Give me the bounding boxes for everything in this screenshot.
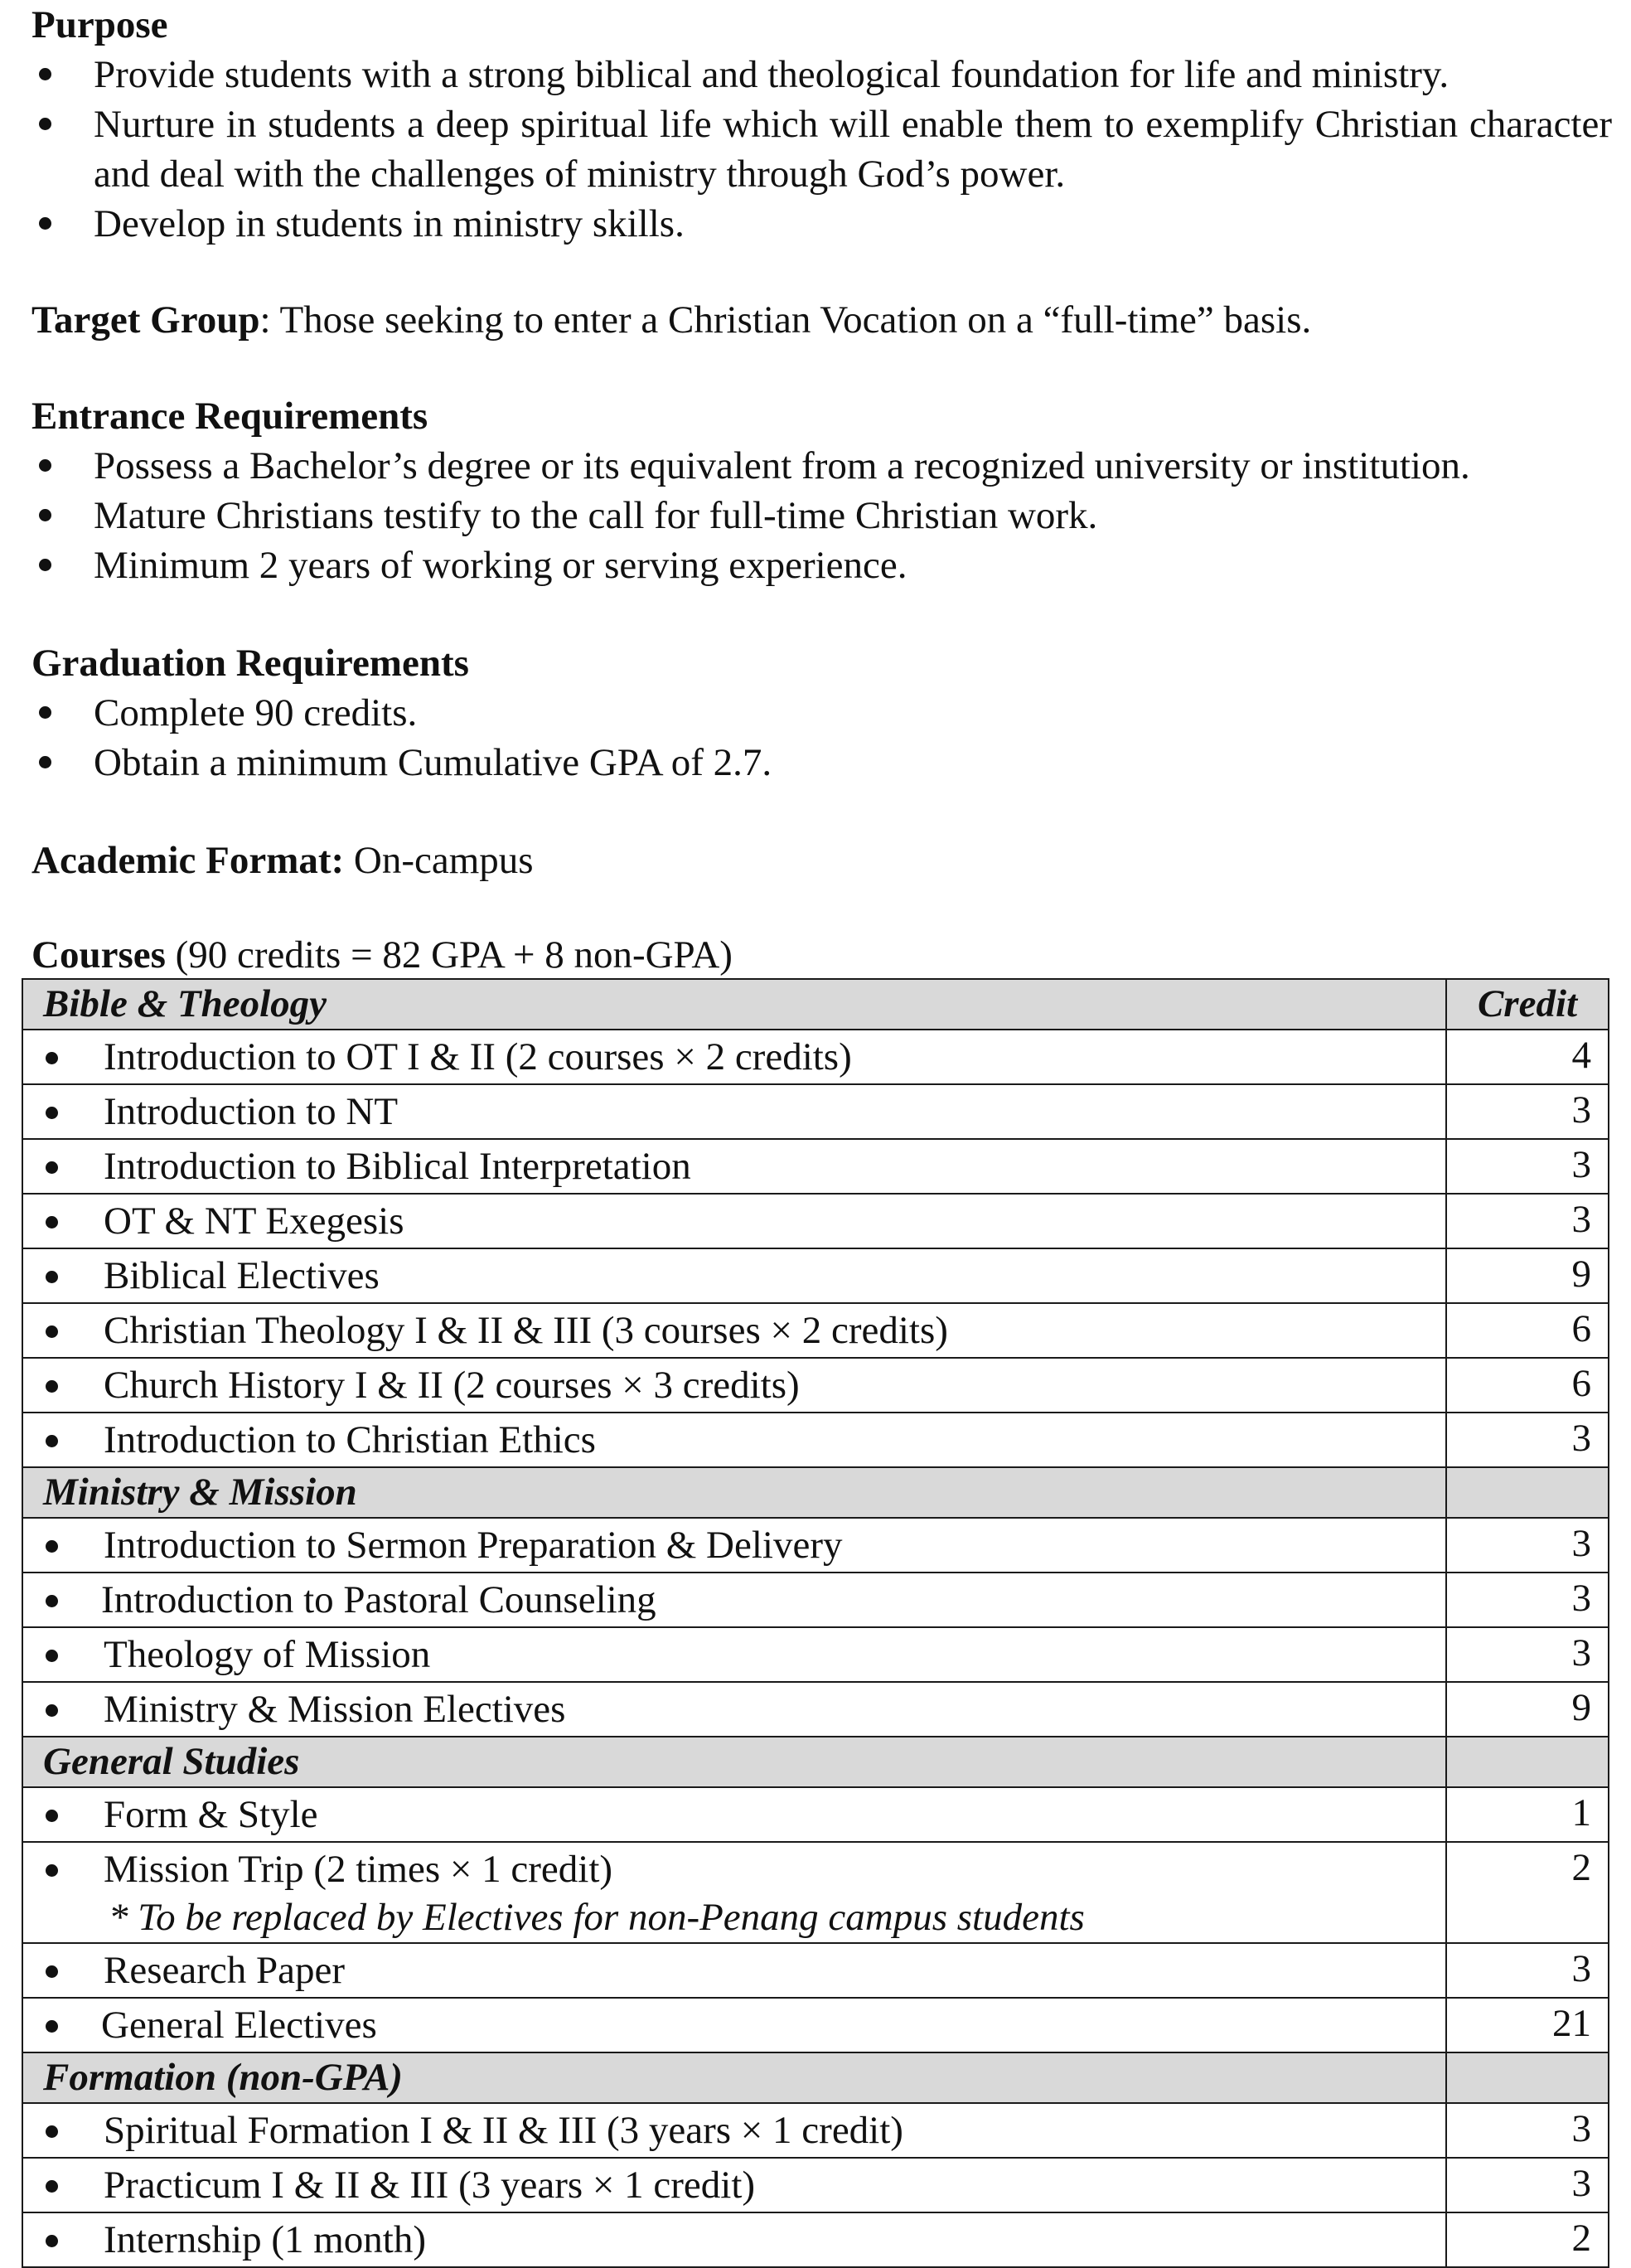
course-name: Spiritual Formation I & II & III (3 years × 1 credit) xyxy=(104,2109,903,2152)
bullet-icon xyxy=(46,2180,58,2193)
credit-header: Credit xyxy=(1477,982,1578,1025)
bullet-icon xyxy=(46,1325,58,1338)
section-title: General Studies xyxy=(43,1740,300,1783)
table-row xyxy=(22,1084,1609,1139)
list-item: Nurture in students a deep spiritual life which will enable them to exemplify Christian character and deal with the challenges of ministry through God’s power. xyxy=(0,99,1612,199)
target-group-label: Target Group xyxy=(31,298,260,342)
bullet-icon xyxy=(46,1216,58,1228)
section-row xyxy=(22,1737,1609,1787)
course-name: Christian Theology I & II & III (3 courses × 2 credits) xyxy=(104,1309,948,1352)
course-credit: 1 xyxy=(1446,1787,1609,1842)
table-row xyxy=(22,1303,1609,1358)
course-name: Theology of Mission xyxy=(104,1633,431,1676)
course-credit: 3 xyxy=(1446,1413,1609,1467)
bullet-icon xyxy=(39,756,51,768)
entrance-heading: Entrance Requirements xyxy=(31,395,428,438)
table-row xyxy=(22,1194,1609,1248)
table-row xyxy=(22,1787,1609,1842)
course-credit: 3 xyxy=(1446,1084,1609,1139)
bullet-icon xyxy=(39,459,51,472)
table-row xyxy=(22,2212,1609,2267)
bullet-icon xyxy=(46,1052,58,1064)
course-credit: 3 xyxy=(1446,1518,1609,1573)
section-title: Formation (non-GPA) xyxy=(43,2056,403,2099)
list-item: Provide students with a strong biblical and theological foundation for life and ministry. xyxy=(0,50,1612,99)
section-row xyxy=(22,2052,1609,2103)
table-row xyxy=(22,2158,1609,2212)
course-name: Ministry & Mission Electives xyxy=(104,1688,566,1731)
bullet-icon xyxy=(39,509,51,521)
list-item: Develop in students in ministry skills. xyxy=(0,199,1612,249)
course-name: Introduction to NT xyxy=(104,1090,399,1133)
course-credit: 3 xyxy=(1446,1139,1609,1194)
course-name: Mission Trip (2 times × 1 credit) xyxy=(104,1848,613,1891)
course-credit: 6 xyxy=(1446,1303,1609,1358)
course-credit: 3 xyxy=(1446,1573,1609,1627)
bullet-icon xyxy=(46,1704,58,1717)
section-row xyxy=(22,979,1609,1030)
academic-format-label: Academic Format: xyxy=(31,839,345,882)
table-row xyxy=(22,1842,1609,1943)
courses-label: Courses xyxy=(31,933,166,976)
bullet-icon xyxy=(46,1810,58,1822)
course-credit: 3 xyxy=(1446,2103,1609,2158)
course-name: General Electives xyxy=(101,2004,377,2047)
course-name: Biblical Electives xyxy=(104,1254,380,1297)
target-group xyxy=(31,295,1311,345)
course-credit: 2 xyxy=(1446,2212,1609,2267)
purpose-heading: Purpose xyxy=(31,3,168,46)
table-row xyxy=(22,1682,1609,1737)
courses-table xyxy=(22,978,1609,2268)
bullet-icon xyxy=(46,1540,58,1553)
table-row xyxy=(22,1518,1609,1573)
table-row xyxy=(22,2103,1609,2158)
course-name: Research Paper xyxy=(104,1949,345,1992)
course-credit: 9 xyxy=(1446,1248,1609,1303)
course-name: Introduction to OT I & II (2 courses × 2 credits) xyxy=(104,1035,852,1078)
graduation-heading: Graduation Requirements xyxy=(31,642,469,685)
section-title: Bible & Theology xyxy=(43,982,327,1025)
course-credit: 9 xyxy=(1446,1682,1609,1737)
bullet-icon xyxy=(46,1864,58,1877)
course-name: Form & Style xyxy=(104,1793,318,1836)
bullet-icon xyxy=(46,1595,58,1607)
courses-heading xyxy=(31,930,733,980)
table-row xyxy=(22,1943,1609,1998)
bullet-icon xyxy=(46,1435,58,1447)
course-name: Introduction to Biblical Interpretation xyxy=(104,1145,691,1188)
course-credit: 3 xyxy=(1446,1194,1609,1248)
bullet-icon xyxy=(46,1380,58,1393)
bullet-icon xyxy=(39,706,51,719)
list-item: Complete 90 credits. xyxy=(0,688,772,738)
course-name: Introduction to Sermon Preparation & Delivery xyxy=(104,1524,843,1567)
courses-summary: (90 credits = 82 GPA + 8 non-GPA) xyxy=(165,933,733,976)
bullet-icon xyxy=(46,2235,58,2247)
course-name: Introduction to Pastoral Counseling xyxy=(101,1578,656,1621)
course-name: Introduction to Christian Ethics xyxy=(104,1418,596,1461)
list-item: Minimum 2 years of working or serving experience. xyxy=(0,540,1470,590)
bullet-icon xyxy=(46,1161,58,1174)
section-row xyxy=(22,1467,1609,1518)
bullet-icon xyxy=(46,1107,58,1119)
course-name: Church History I & II (2 courses × 3 credits) xyxy=(104,1364,800,1407)
course-credit: 3 xyxy=(1446,1627,1609,1682)
table-row xyxy=(22,1573,1609,1627)
list-item: Possess a Bachelor’s degree or its equivalent from a recognized university or institution. xyxy=(0,441,1470,491)
table-row xyxy=(22,1413,1609,1467)
target-group-text: : Those seeking to enter a Christian Vocation on a “full-time” basis. xyxy=(259,298,1312,342)
section-title: Ministry & Mission xyxy=(43,1471,357,1514)
bullet-icon xyxy=(39,559,51,571)
table-row xyxy=(22,1139,1609,1194)
table-row xyxy=(22,1248,1609,1303)
bullet-icon xyxy=(39,118,51,130)
bullet-icon xyxy=(46,1650,58,1662)
course-credit: 4 xyxy=(1446,1030,1609,1084)
course-credit: 6 xyxy=(1446,1358,1609,1413)
list-item: Obtain a minimum Cumulative GPA of 2.7. xyxy=(0,738,772,788)
list-item: Mature Christians testify to the call for full-time Christian work. xyxy=(0,491,1470,540)
course-credit: 21 xyxy=(1446,1998,1609,2052)
course-credit: 3 xyxy=(1446,1943,1609,1998)
course-credit: 3 xyxy=(1446,2158,1609,2212)
graduation-list xyxy=(0,688,772,788)
bullet-icon xyxy=(46,1271,58,1283)
table-row xyxy=(22,1998,1609,2052)
entrance-list xyxy=(0,441,1470,590)
bullet-icon xyxy=(46,2020,58,2033)
bullet-icon xyxy=(46,1965,58,1978)
bullet-icon xyxy=(39,68,51,80)
course-credit: 2 xyxy=(1446,1842,1609,1943)
course-note: * To be replaced by Electives for non-Penang campus students xyxy=(109,1896,1085,1939)
table-row xyxy=(22,1030,1609,1084)
bullet-icon xyxy=(46,2125,58,2138)
purpose-list xyxy=(0,50,1612,249)
bullet-icon xyxy=(39,217,51,230)
course-name: Internship (1 month) xyxy=(104,2218,426,2261)
academic-format xyxy=(31,836,534,885)
course-name: Practicum I & II & III (3 years × 1 credit) xyxy=(104,2164,756,2207)
academic-format-value: On-campus xyxy=(344,839,534,882)
table-row xyxy=(22,1358,1609,1413)
table-row xyxy=(22,1627,1609,1682)
course-name: OT & NT Exegesis xyxy=(104,1199,404,1243)
